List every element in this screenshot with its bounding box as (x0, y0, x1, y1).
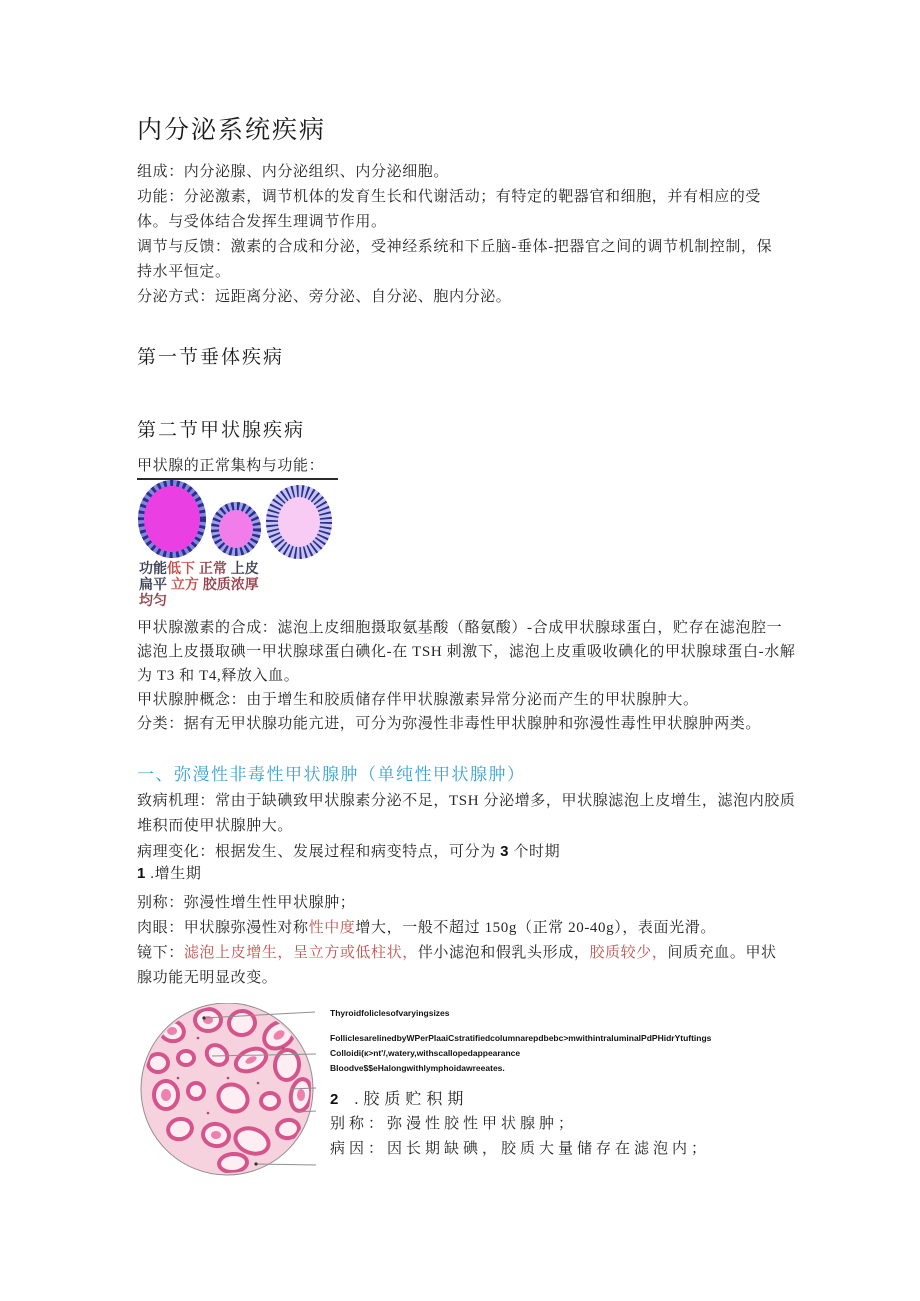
diagram-caption-line (139, 592, 259, 608)
synthesis-line: 分类：据有无甲状腺功能亢进，可分为弥漫性非毒性甲状腺肿和弥漫性毒性甲状腺肿两类。 (137, 716, 762, 732)
intro-line: 持水平恒定。 (137, 264, 231, 280)
caption-seg: 扁平 (139, 576, 167, 592)
synthesis-line: 为 T3 和 T4,释放入血。 (137, 668, 300, 684)
thyroid-follicle-diagram-svg (137, 478, 337, 562)
figure-annotation-line: FolliclesarelinedbyWPerPlaaiCstratifiedcolumnarepdbebc>mwithintraluminalPdPHidrYtuftings (330, 1033, 712, 1043)
diagram-caption-line (139, 560, 259, 576)
synthesis-line: 滤泡上皮摄取碘一甲状腺球蛋白碘化-在 TSH 刺激下，滤泡上皮重吸收碘化的甲状腺球蛋白-水解 (137, 644, 796, 660)
diagram-caption (139, 560, 259, 608)
gross-seg: 增大，一般不超过 150g（正常 20-40g），表面光滑。 (355, 920, 716, 936)
stage1-micro-line2: 腺功能无明显改变。 (137, 970, 278, 986)
figure-annotation-line: Colloidi(к>nt'/,watery,withscallopedappearance (330, 1048, 521, 1058)
stage1-label: .增生期 (145, 866, 202, 882)
stage2-label: .胶质贮积期 (354, 1091, 469, 1108)
stage1-micro-line (137, 941, 777, 966)
stage1-details (137, 891, 777, 991)
histology-micrograph-svg (138, 1003, 318, 1177)
mechanism-line: 堆积而使甲状腺肿大。 (137, 818, 294, 834)
figure-annotation-line: Thyroidfoliclesofvaryingsizes (330, 1008, 450, 1018)
micro-seg-red: 胶质较少， (589, 945, 668, 961)
micro-seg: 伴小滤泡和假乳头形成， (417, 945, 590, 961)
gross-seg-red: 性中度 (308, 920, 356, 936)
page-title: 内分泌系统疾病 (137, 117, 327, 144)
mechanism-line: 致病机理：常由于缺碘致甲状腺素分泌不足，TSH 分泌增多，甲状腺滤泡上皮增生，滤泡内胶质 (137, 793, 796, 809)
stage1-gross-line (137, 916, 777, 941)
stage1-alias-line: 别称：弥漫性增生性甲状腺肿； (137, 895, 356, 911)
mechanism-paragraph (137, 789, 796, 865)
diagram-caption-line (139, 576, 259, 592)
section-heading-pituitary: 第一节垂体疾病 (137, 347, 285, 368)
pathology-line (137, 839, 796, 865)
intro-line: 组成：内分泌腺、内分泌组织、内分泌细胞。 (137, 164, 450, 180)
stage1-number: 1 (137, 865, 146, 882)
thyroid-follicle-diagram (137, 478, 337, 567)
pathology-stage-count: 3 (500, 843, 510, 860)
caption-seg: 胶质浓厚 (198, 576, 259, 592)
stage2-cause-line: 病因：因长期缺碘，胶质大量储存在滤泡内； (330, 1141, 711, 1157)
caption-seg: 低下 (167, 560, 195, 576)
stage2-alias-line: 别称：弥漫性胶性甲状腺肿； (330, 1116, 578, 1132)
micro-seg: 镜下： (137, 945, 184, 961)
intro-paragraph (137, 160, 772, 310)
stage2-heading (330, 1086, 468, 1109)
caption-seg: 上皮 (226, 560, 259, 576)
figure-annotation-line: Bloodve$$eHalongwithlymphoidawreeates. (330, 1063, 505, 1073)
intro-line: 体。与受体结合发挥生理调节作用。 (137, 214, 387, 230)
normal-structure-label-text: 甲状腺的正常集构与功能： (137, 454, 338, 480)
intro-line: 调节与反馈：激素的合成和分泌，受神经系统和下丘脑-垂体-把器官之间的调节机制控制，保 (137, 239, 773, 255)
caption-seg: 均匀 (139, 592, 167, 608)
histology-micrograph (138, 1003, 318, 1182)
stage2-number: 2 (330, 1091, 339, 1108)
intro-line: 分泌方式：远距离分泌、旁分泌、自分泌、胞内分泌。 (137, 289, 512, 305)
stage1-heading (137, 862, 201, 883)
pathology-suffix: 个时期 (509, 844, 561, 860)
normal-structure-label (137, 454, 338, 480)
pathology-prefix: 病理变化：根据发生、发展过程和病变特点，可分为 (137, 844, 501, 860)
caption-seg: 正常 (195, 560, 227, 576)
section-heading-thyroid: 第二节甲状腺疾病 (137, 420, 306, 441)
goiter-heading: 一、弥漫性非毒性甲状腺肿（单纯性甲状腺肿） (137, 765, 526, 784)
gross-seg: 肉眼：甲状腺弥漫性对称 (137, 920, 309, 936)
micro-seg-red: 滤泡上皮增生，呈立方或低柱状， (183, 945, 418, 961)
caption-seg: 功能 (139, 560, 167, 576)
hormone-synthesis-paragraph (137, 616, 795, 736)
micro-seg: 间质充血。甲状 (667, 945, 777, 961)
caption-seg: 立方 (167, 576, 199, 592)
synthesis-line: 甲状腺肿概念：由于增生和胶质储存伴甲状腺激素异常分泌而产生的甲状腺肿大。 (137, 692, 699, 708)
synthesis-line: 甲状腺激素的合成：滤泡上皮细胞摄取氨基酸（酪氨酸）-合成甲状腺球蛋白，贮存在滤泡腔一 (137, 620, 783, 636)
intro-line: 功能：分泌激素，调节机体的发育生长和代谢活动；有特定的靶器官和细胞，并有相应的受 (137, 189, 762, 205)
